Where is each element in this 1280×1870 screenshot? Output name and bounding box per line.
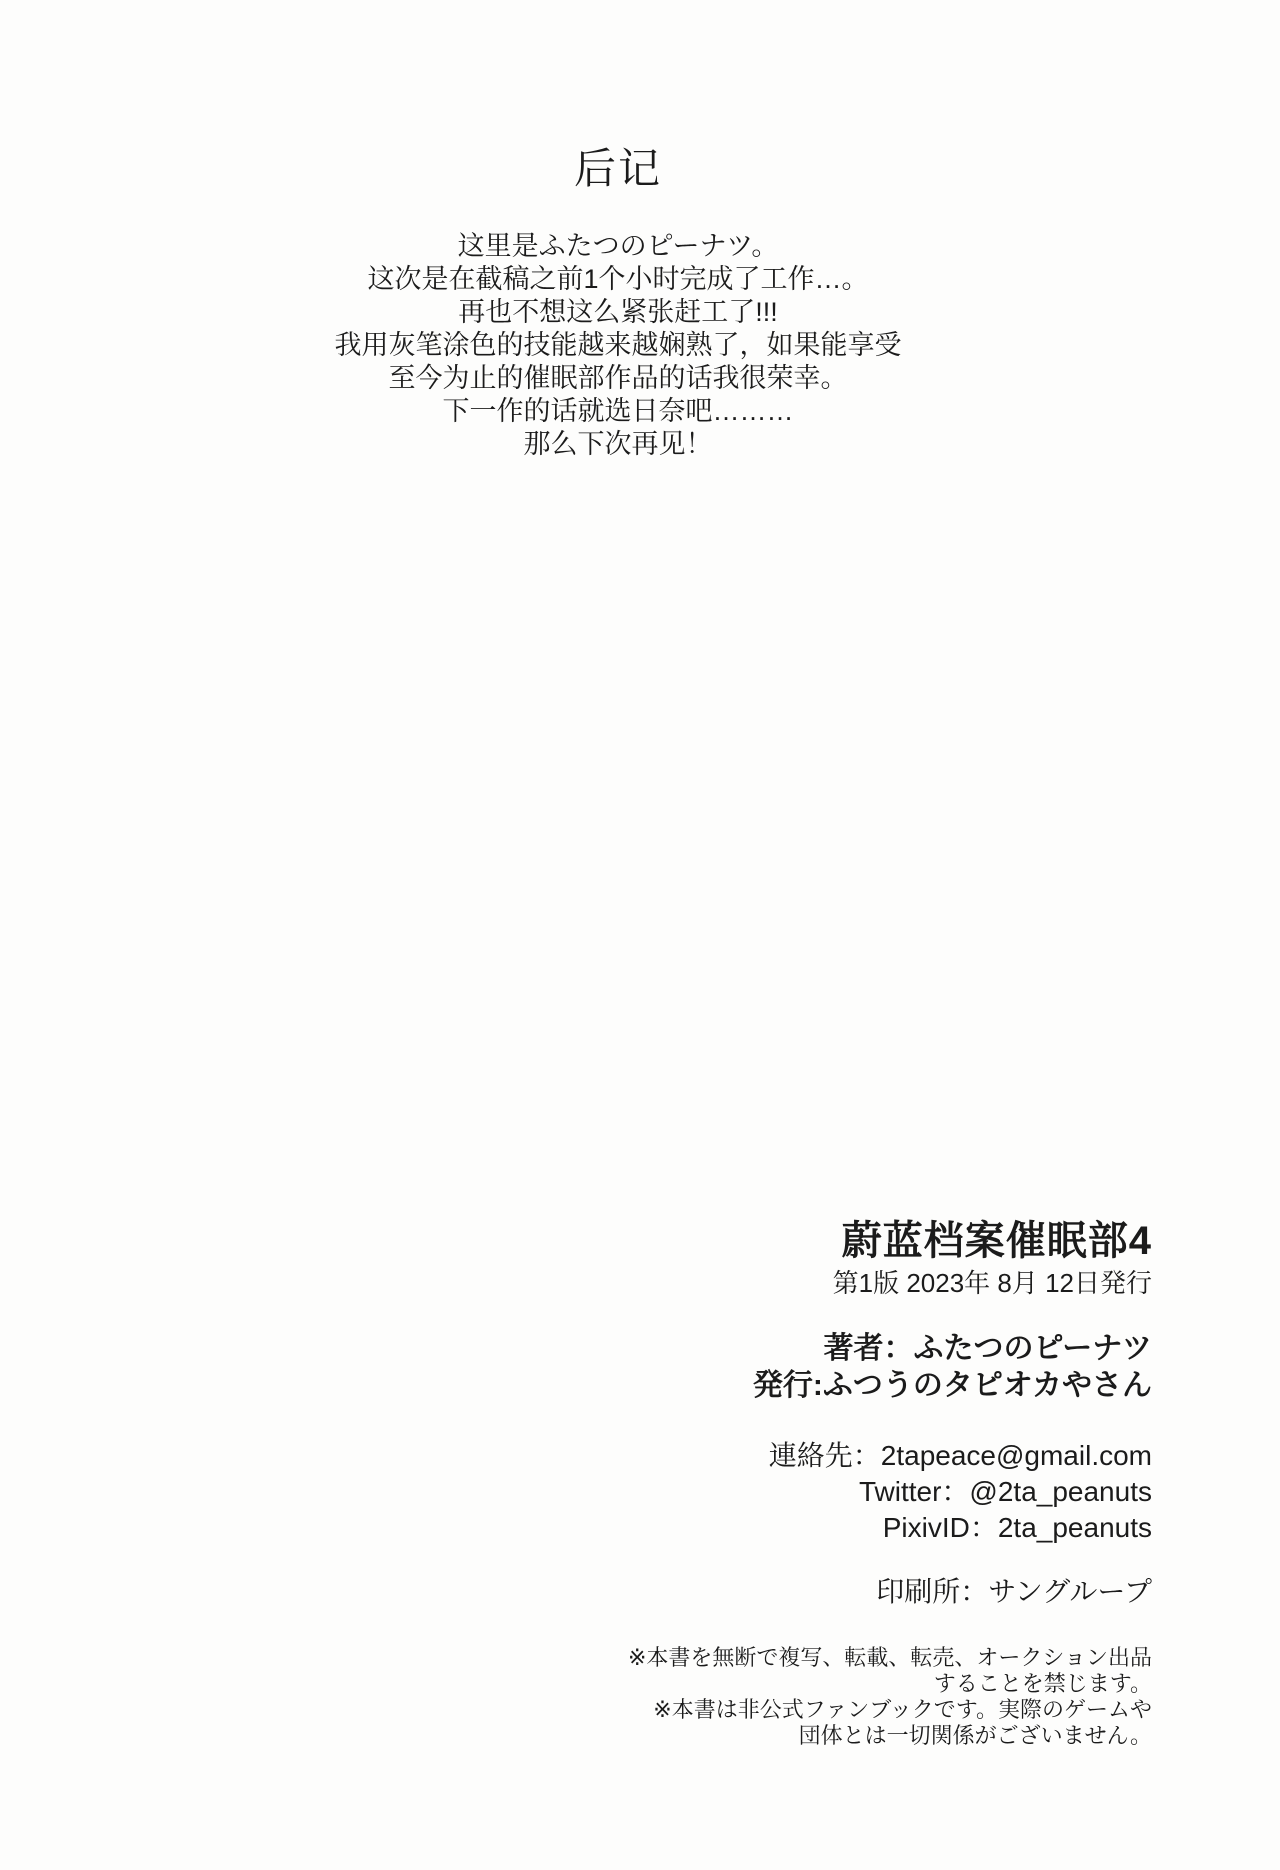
colophon-section	[628, 1218, 1152, 1749]
afterword-body	[0, 230, 1236, 461]
disclaimer-line: ※本書を無断で複写、転載、転売、オークション出品	[628, 1645, 1152, 1670]
afterword-line: 至今为止的催眠部作品的话我很荣幸。	[388, 363, 848, 393]
afterword-line: 我用灰笔涂色的技能越来越娴熟了，如果能享受	[334, 330, 902, 360]
printer-line: 印刷所：サングループ	[876, 1576, 1152, 1607]
disclaimer-line: 団体とは一切関係がございません。	[798, 1723, 1152, 1748]
pixiv-line: PixivID：2ta_peanuts	[882, 1512, 1152, 1543]
disclaimer-block	[628, 1645, 1152, 1749]
afterword-title: 后记	[573, 145, 662, 192]
afterword-line: 下一作的话就选日奈吧………	[442, 396, 794, 426]
contact-block	[628, 1438, 1152, 1546]
disclaimer-line: ※本書は非公式ファンブックです。実際のゲームや	[653, 1697, 1152, 1722]
author-line: 著者：ふたつのピーナツ	[823, 1332, 1152, 1365]
publisher-line: 発行:ふつうのタピオカやさん	[752, 1369, 1152, 1402]
afterword-line: 这次是在截稿之前1个小时完成了工作…。	[367, 264, 869, 294]
afterword-line: 这里是ふたつのピーナツ。	[457, 231, 779, 261]
afterword-line: 再也不想这么紧张赶工了!!!	[458, 297, 778, 327]
disclaimer-line: することを禁じます。	[933, 1671, 1152, 1696]
twitter-line: Twitter：@2ta_peanuts	[858, 1476, 1152, 1507]
edition-line: 第1版 2023年 8月 12日発行	[832, 1268, 1152, 1298]
afterword-line: 那么下次再见！	[523, 429, 713, 459]
book-title: 蔚蓝档案催眠部4	[841, 1219, 1152, 1263]
contact-email-line: 連絡先：2tapeace@gmail.com	[768, 1440, 1152, 1471]
author-publisher-block	[628, 1330, 1152, 1404]
afterword-section	[0, 145, 1236, 461]
